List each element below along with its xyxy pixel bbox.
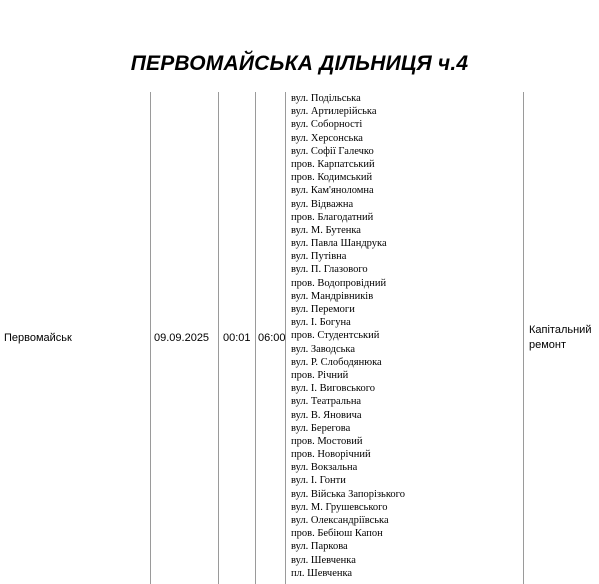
- time-from-cell: [223, 92, 253, 584]
- street-item: пров. Бебіюш Капон: [291, 528, 383, 540]
- street-item: вул. М. Грушевського: [291, 501, 388, 513]
- street-item: пров. Кодимський: [291, 172, 373, 184]
- outage-date: 09.09.2025: [154, 332, 210, 344]
- time-from: 00:01: [223, 332, 251, 344]
- street-item: вул. Війська Запорізького: [291, 488, 405, 500]
- column-divider: [255, 92, 256, 584]
- column-divider: [218, 92, 219, 584]
- table-row: [0, 92, 599, 584]
- street-item: пров. Водопровідний: [291, 277, 387, 289]
- street-item: вул. Кам'яноломна: [291, 185, 374, 197]
- street-item: вул. Відважна: [291, 198, 354, 210]
- street-item: вул. Паркова: [291, 541, 348, 553]
- street-item: вул. Шевченка: [291, 554, 356, 566]
- street-item: пров. Благодатний: [291, 211, 374, 223]
- street-item: вул. І. Богуна: [291, 317, 351, 329]
- column-divider: [523, 92, 524, 584]
- street-item: пров. Новорічний: [291, 449, 371, 461]
- time-to-cell: [258, 92, 285, 584]
- street-list: [291, 92, 521, 580]
- street-item: вул. Олександріївська: [291, 515, 389, 526]
- remark-line-1: Капітальний: [529, 324, 592, 336]
- street-item: вул. Вокзальна: [291, 462, 358, 474]
- street-item: вул. Театральна: [291, 396, 362, 408]
- remark-cell: [529, 92, 595, 584]
- street-item: вул. Артилерійська: [291, 106, 377, 118]
- street-item: вул. Подільська: [291, 93, 361, 104]
- street-item: вул. І. Виговського: [291, 383, 375, 395]
- street-item: вул. Берегова: [291, 422, 351, 434]
- street-item: пров. Карпатський: [291, 158, 375, 170]
- settlement-cell: [4, 92, 144, 584]
- street-item: пров. Мостовий: [291, 435, 363, 447]
- time-to: 06:00: [258, 332, 286, 344]
- date-cell: [154, 92, 216, 584]
- street-item: вул. Павла Шандрука: [291, 238, 387, 250]
- settlement-name: Первомайськ: [4, 332, 72, 344]
- street-item: вул. Заводська: [291, 343, 356, 355]
- column-divider: [150, 92, 151, 584]
- street-item: вул. Перемоги: [291, 304, 355, 315]
- street-item: пл. Шевченка: [291, 567, 353, 579]
- street-item: пров. Річний: [291, 369, 349, 381]
- street-item: вул. Херсонська: [291, 132, 363, 144]
- street-item: вул. В. Яновича: [291, 409, 362, 421]
- remark-line-2: ремонт: [529, 339, 567, 351]
- street-item: вул. І. Гонти: [291, 475, 346, 487]
- street-item: вул. П. Глазового: [291, 264, 368, 276]
- street-item: вул. Путівна: [291, 251, 347, 263]
- street-item: вул. М. Бутенка: [291, 224, 361, 236]
- page-title: ПЕРВОМАЙСЬКА ДІЛЬНИЦЯ ч.4: [130, 52, 469, 75]
- street-item: вул. Р. Слободянюка: [291, 356, 382, 368]
- street-item: пров. Студентський: [291, 330, 380, 342]
- street-item: вул. Мандрівників: [291, 290, 374, 302]
- street-item: вул. Соборності: [291, 119, 363, 131]
- street-item: вул. Софії Галечко: [291, 145, 374, 157]
